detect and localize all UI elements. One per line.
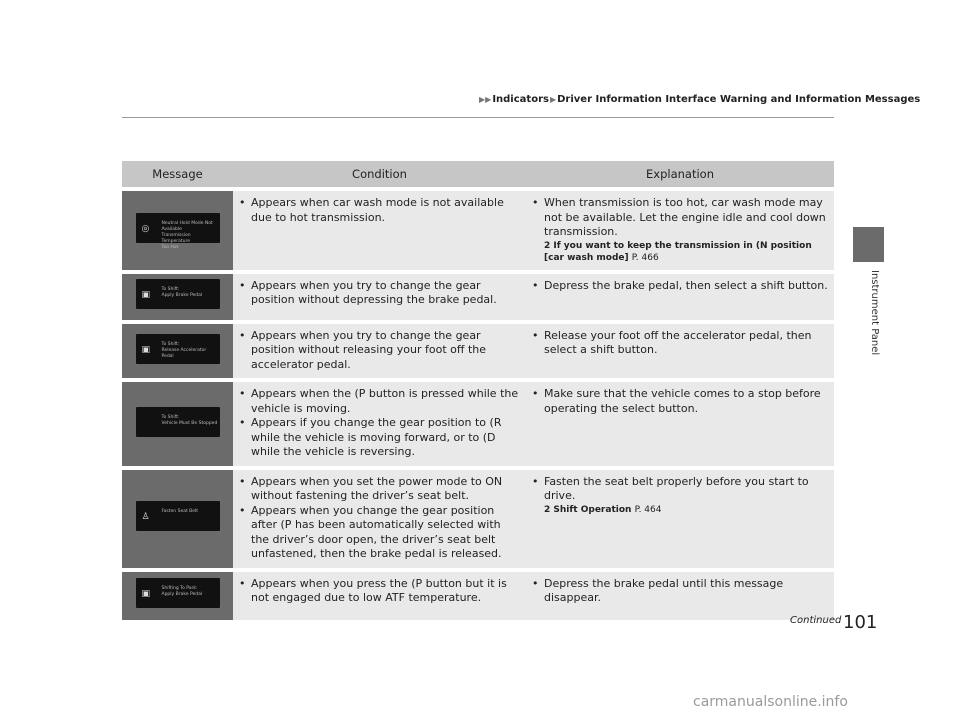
bullet-icon: •: [532, 474, 539, 488]
screen-text-line: Available: [161, 227, 182, 232]
warning-icon: ♙: [141, 512, 150, 523]
bullet-item: [532, 329, 828, 358]
table-row: [122, 382, 834, 466]
bullet-item: [239, 416, 520, 460]
bullet-item: [532, 387, 828, 416]
bullet-text: When transmission is too hot, car wash mode may not be available. Let the engine idle and cool down transmission.: [544, 196, 826, 238]
bullet-icon: •: [239, 387, 246, 400]
table-row: [122, 274, 834, 320]
bullet-item: [239, 577, 520, 606]
breadcrumb-part1: Indicators: [492, 94, 549, 105]
bullet-icon: •: [532, 387, 539, 400]
bullet-item: [239, 504, 520, 562]
condition-cell: [233, 191, 526, 270]
section-side-label: Instrument Panel: [869, 270, 880, 356]
bullet-item: [239, 387, 520, 416]
bullet-icon: •: [239, 474, 246, 488]
cross-reference-link[interactable]: [544, 504, 828, 516]
bullet-text: Appears when you set the power mode to ON without fastening the driver’s seat belt.: [251, 474, 503, 502]
bullet-item: [532, 279, 828, 294]
condition-cell: [233, 274, 526, 320]
explanation-cell: [526, 382, 834, 466]
bullet-text: Release your foot off the accelerator pedal, then select a shift button.: [544, 328, 812, 356]
bullet-icon: •: [532, 278, 539, 292]
bullet-item: [239, 279, 520, 308]
cross-reference-link[interactable]: [544, 240, 828, 264]
header-condition: Condition: [233, 161, 526, 187]
message-screen-image: [136, 279, 220, 309]
bullet-text: Depress the brake pedal until this message disappear.: [544, 576, 784, 604]
section-tab-marker: [853, 227, 884, 262]
condition-cell: [233, 382, 526, 466]
bullet-icon: •: [239, 416, 246, 429]
reference-text: If you want to keep the transmission in (N position [car wash mode]: [544, 240, 812, 263]
screen-text-line: Neutral Hold Mode Not: [161, 221, 213, 226]
screen-text-line: Transmission Temperature: [161, 233, 191, 244]
screen-text-line: Apply Brake Pedal: [161, 293, 203, 299]
message-screen-image: [136, 407, 220, 437]
table-row: [122, 572, 834, 620]
watermark: carmanualsonline.info: [693, 694, 848, 710]
warning-icon: ▣: [141, 589, 151, 600]
condition-cell: [233, 324, 526, 379]
screen-text-line: Vehicle Must Be Stopped: [161, 420, 218, 426]
message-screen-cell: [122, 572, 233, 620]
bullet-item: [239, 196, 520, 225]
reference-page: P. 464: [634, 504, 662, 515]
message-screen-cell: [122, 470, 233, 568]
bullet-text: Appears when you try to change the gear position without releasing your foot off the accelerator pedal.: [251, 328, 486, 371]
table-row: [122, 191, 834, 270]
bullet-icon: •: [239, 503, 246, 517]
condition-cell: [233, 572, 526, 620]
bullet-item: [239, 475, 520, 504]
message-screen-image: [136, 578, 220, 608]
bullet-text: Appears when you change the gear position after (P has been automatically selected with the driver’s door open, the driver’s seat belt unfastened, then the brake pedal is released.: [251, 503, 502, 560]
message-screen-image: [136, 501, 220, 531]
breadcrumb: [478, 94, 920, 105]
bullet-text: Appears if you change the gear position to (R while the vehicle is moving forward, or to (D while the vehicle is reversing.: [251, 416, 502, 458]
explanation-cell: [526, 191, 834, 270]
screen-text-line: Fasten Seat Belt: [161, 509, 199, 515]
message-screen-cell: [122, 191, 233, 270]
screen-text: [162, 415, 218, 427]
bullet-text: Fasten the seat belt properly before you start to drive.: [544, 474, 809, 502]
screen-text-line: To Shift:: [161, 341, 180, 347]
reference-arrow-icon: 2: [544, 504, 551, 515]
message-table: [122, 157, 834, 624]
message-screen-cell: [122, 274, 233, 320]
screen-text-line: Release Accelerator Pedal: [161, 347, 207, 359]
table-header-row: [122, 161, 834, 187]
reference-text: Shift Operation: [553, 504, 632, 515]
bullet-item: [239, 329, 520, 373]
screen-text: [162, 509, 199, 515]
bullet-text: Appears when the (P button is pressed while the vehicle is moving.: [251, 387, 519, 415]
bullet-icon: •: [532, 576, 539, 590]
table-row: [122, 324, 834, 379]
warning-icon: ▣: [141, 290, 151, 301]
screen-text-line: To Shift:: [161, 287, 180, 293]
page-number: 101: [843, 612, 878, 633]
header-message: Message: [122, 161, 233, 187]
breadcrumb-part2: Driver Information Interface Warning and Information Messages: [557, 94, 921, 105]
breadcrumb-arrow-icon: ▶: [549, 95, 557, 104]
screen-text-line: Too Hot: [161, 245, 179, 250]
bullet-item: [532, 196, 828, 240]
bullet-icon: •: [239, 278, 246, 292]
header-rule: [122, 117, 834, 118]
reference-arrow-icon: 2: [544, 240, 551, 251]
warning-icon: ▣: [141, 344, 151, 355]
bullet-icon: •: [239, 328, 246, 342]
bullet-icon: •: [532, 328, 539, 342]
screen-text: [162, 342, 220, 360]
header-explanation: Explanation: [526, 161, 834, 187]
continued-label: Continued: [790, 615, 842, 626]
screen-text: [162, 586, 203, 598]
explanation-cell: [526, 470, 834, 568]
bullet-icon: •: [239, 576, 246, 590]
screen-text: [162, 287, 203, 299]
screen-text-line: Apply Brake Pedal: [161, 592, 203, 598]
message-screen-cell: [122, 382, 233, 466]
bullet-item: [532, 577, 828, 606]
screen-text-line: To Shift:: [161, 414, 180, 420]
bullet-text: Appears when car wash mode is not available due to hot transmission.: [251, 196, 504, 224]
bullet-text: Appears when you press the (P button but it is not engaged due to low ATF temperature.: [251, 576, 507, 604]
table-row: [122, 470, 834, 568]
screen-text: [162, 221, 220, 251]
bullet-text: Appears when you try to change the gear position without depressing the brake pedal.: [251, 278, 497, 306]
reference-page: P. 466: [631, 252, 659, 263]
bullet-icon: •: [532, 196, 539, 209]
message-screen-image: [136, 334, 220, 364]
explanation-cell: [526, 572, 834, 620]
message-screen-image: [136, 213, 220, 250]
message-screen-cell: [122, 324, 233, 379]
explanation-cell: [526, 324, 834, 379]
condition-cell: [233, 470, 526, 568]
bullet-text: Depress the brake pedal, then select a shift button.: [544, 278, 828, 292]
warning-icon: ◎: [141, 224, 150, 234]
breadcrumb-arrow-icon: ▶▶: [479, 95, 492, 104]
bullet-item: [532, 475, 828, 504]
bullet-text: Make sure that the vehicle comes to a stop before operating the select button.: [544, 387, 821, 415]
screen-text-line: Shifting To Park:: [161, 586, 198, 592]
explanation-cell: [526, 274, 834, 320]
bullet-icon: •: [239, 196, 246, 209]
